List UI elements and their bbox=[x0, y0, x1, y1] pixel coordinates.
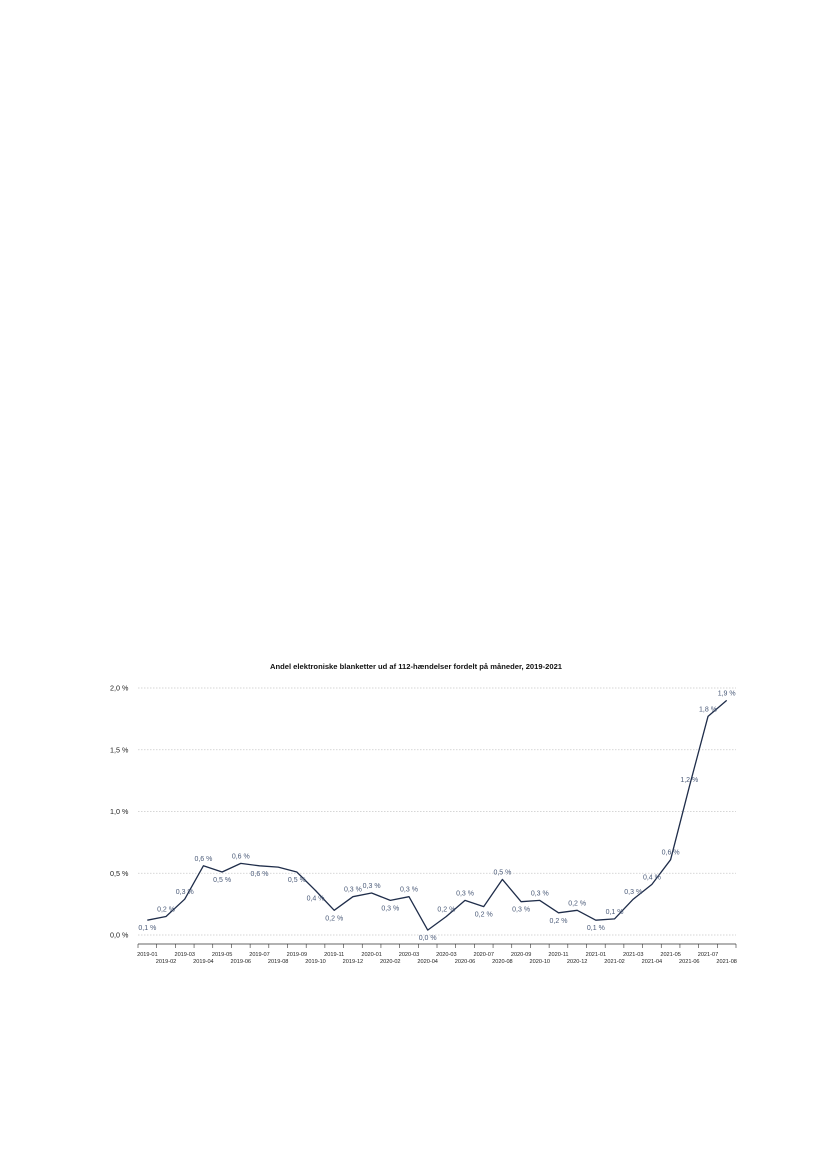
data-label: 0,3 % bbox=[400, 886, 418, 894]
x-tick-label: 2020-07 bbox=[473, 952, 494, 958]
data-label: 0,2 % bbox=[157, 906, 175, 914]
x-tick-label: 2020-03 bbox=[398, 952, 420, 958]
data-label: 0,2 % bbox=[474, 911, 493, 919]
x-tick-label: 2019-11 bbox=[324, 952, 345, 958]
data-label: 0,6 % bbox=[194, 855, 213, 863]
data-label: 0,1 % bbox=[605, 908, 624, 916]
data-label: 0,3 % bbox=[175, 889, 194, 897]
data-label: 0,3 % bbox=[456, 890, 474, 898]
chart-title: Andel elektroniske blanketter ud af 112-hændelser fordelt på måneder, 2019-2021 bbox=[269, 662, 563, 671]
x-tick-label: 2019-02 bbox=[155, 959, 177, 965]
x-axis bbox=[138, 944, 736, 948]
x-tick-label: 2020-09 bbox=[510, 952, 532, 958]
y-axis-tick-labels bbox=[110, 684, 129, 940]
data-label: 0,3 % bbox=[512, 906, 531, 914]
x-tick-label: 2019-08 bbox=[267, 959, 289, 965]
data-label: 0,2 % bbox=[437, 906, 456, 914]
x-tick-label: 2019-12 bbox=[342, 959, 364, 965]
y-tick-label: 1,0 % bbox=[110, 807, 129, 816]
gridlines bbox=[138, 688, 736, 935]
x-axis-tick-labels bbox=[137, 952, 737, 965]
x-tick-label: 2019-10 bbox=[305, 959, 326, 965]
x-tick-label: 2021-08 bbox=[716, 959, 737, 965]
y-tick-label: 2,0 % bbox=[110, 683, 129, 693]
x-tick-label: 2021-04 bbox=[641, 959, 663, 965]
x-tick-label: 2021-03 bbox=[622, 952, 644, 958]
data-label: 0,1 % bbox=[586, 925, 605, 933]
data-label: 0,2 % bbox=[549, 917, 568, 925]
data-label: 0,4 % bbox=[306, 895, 325, 903]
y-tick-label: 0,0 % bbox=[110, 930, 129, 940]
data-label: 0,5 % bbox=[287, 877, 306, 885]
x-tick-label: 2020-10 bbox=[529, 959, 551, 965]
x-tick-label: 2021-02 bbox=[604, 959, 625, 965]
data-label: 1,8 % bbox=[699, 706, 717, 714]
data-label: 0,6 % bbox=[661, 849, 680, 857]
data-labels bbox=[138, 690, 735, 942]
x-tick-label: 2020-03 bbox=[436, 952, 457, 958]
x-tick-label: 2019-06 bbox=[230, 959, 252, 965]
x-tick-label: 2020-01 bbox=[361, 952, 382, 958]
data-label: 0,2 % bbox=[325, 915, 344, 923]
data-label: 1,2 % bbox=[680, 776, 699, 784]
x-tick-label: 2020-08 bbox=[492, 959, 513, 965]
data-label: 0,5 % bbox=[493, 869, 512, 877]
x-tick-label: 2019-05 bbox=[211, 952, 233, 958]
x-tick-label: 2021-01 bbox=[585, 952, 607, 958]
data-label: 1,9 % bbox=[717, 690, 736, 698]
x-tick-label: 2021-05 bbox=[660, 952, 681, 958]
x-tick-label: 2019-01 bbox=[137, 952, 158, 958]
data-label: 0,3 % bbox=[343, 886, 362, 894]
data-label: 0,5 % bbox=[213, 877, 232, 885]
data-label: 0,4 % bbox=[642, 874, 661, 882]
x-tick-label: 2020-04 bbox=[417, 959, 438, 965]
data-label: 0,3 % bbox=[624, 889, 643, 897]
data-label: 0,3 % bbox=[530, 890, 549, 898]
data-label: 0,6 % bbox=[250, 870, 269, 878]
x-tick-label: 2020-06 bbox=[454, 959, 476, 965]
x-tick-label: 2020-02 bbox=[380, 959, 401, 965]
x-tick-label: 2020-11 bbox=[548, 952, 569, 958]
data-label: 0,1 % bbox=[138, 925, 157, 933]
x-tick-label: 2021-07 bbox=[697, 952, 719, 958]
x-tick-label: 2020-12 bbox=[566, 959, 588, 965]
data-label: 0,0 % bbox=[418, 935, 437, 943]
data-label: 0,3 % bbox=[362, 883, 381, 891]
x-tick-label: 2019-03 bbox=[174, 952, 195, 958]
x-tick-label: 2019-04 bbox=[193, 959, 214, 965]
data-label: 0,3 % bbox=[381, 905, 400, 913]
y-tick-label: 1,5 % bbox=[110, 745, 129, 755]
y-tick-label: 0,5 % bbox=[110, 868, 129, 878]
x-tick-label: 2021-06 bbox=[679, 959, 700, 965]
x-tick-label: 2019-09 bbox=[286, 952, 308, 958]
data-label: 0,2 % bbox=[568, 900, 587, 908]
x-tick-label: 2019-07 bbox=[249, 952, 270, 958]
data-label: 0,6 % bbox=[231, 853, 250, 861]
